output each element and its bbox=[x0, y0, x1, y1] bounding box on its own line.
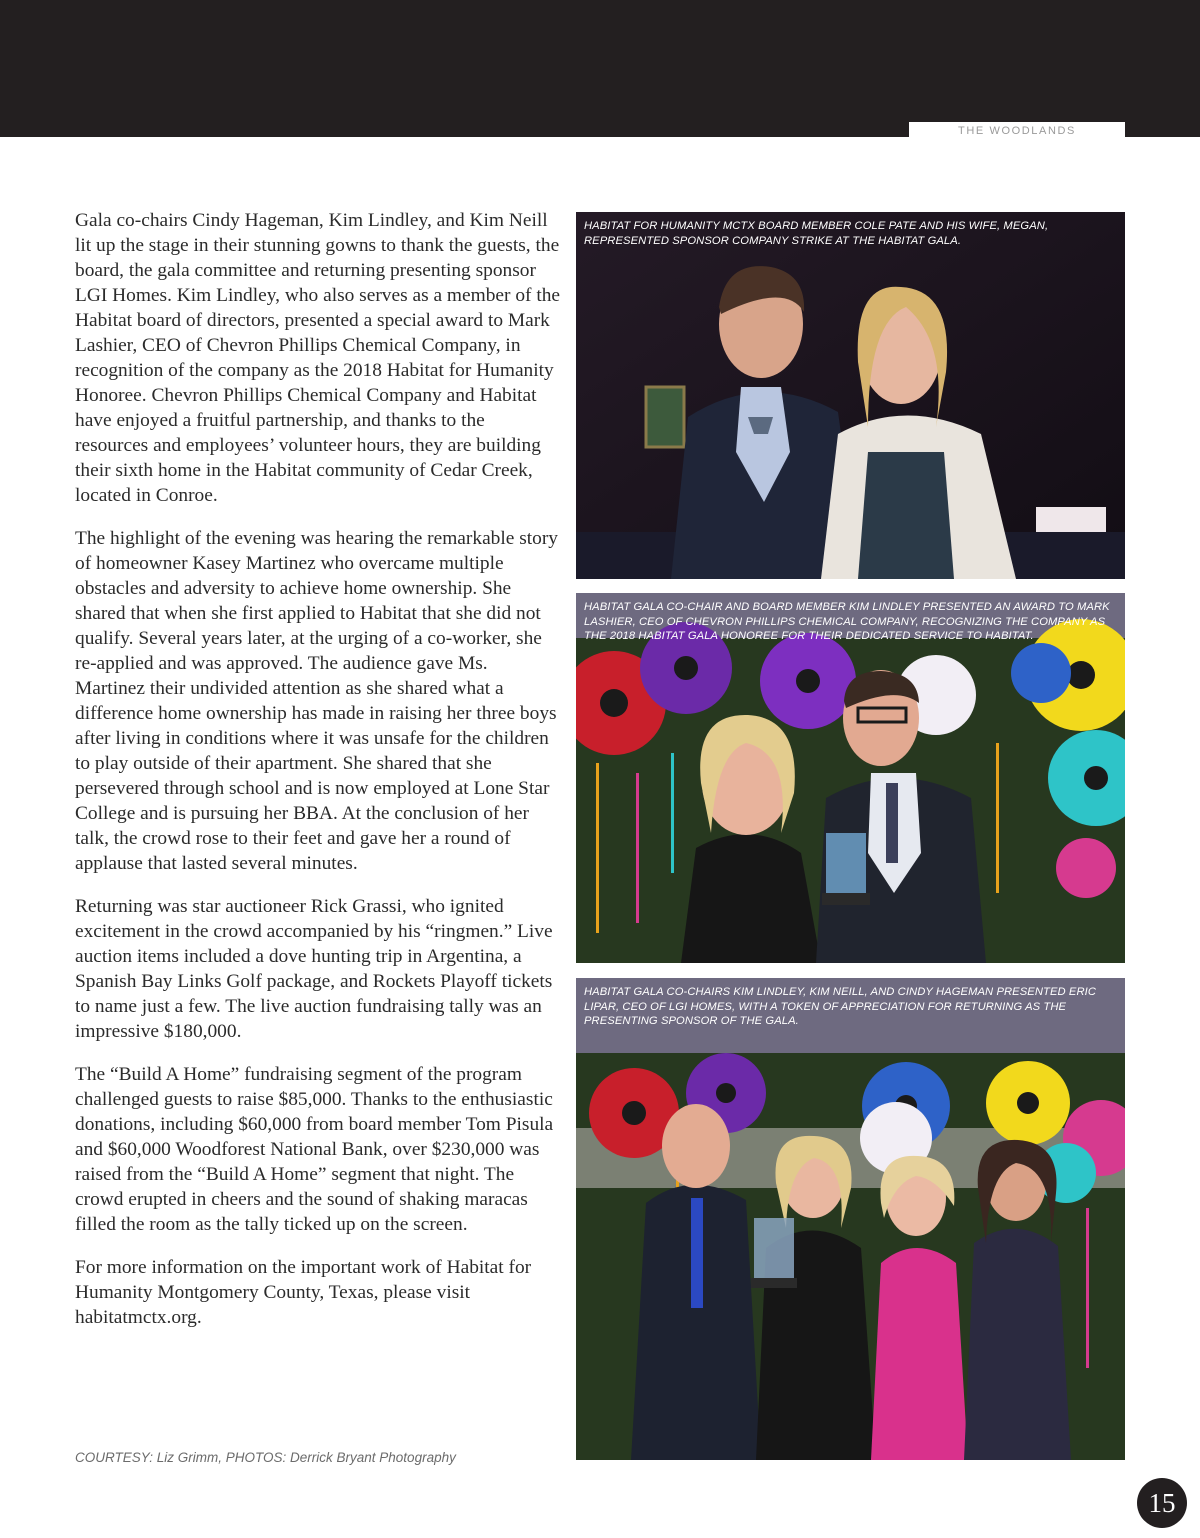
article-paragraph: For more information on the important work of Habitat for Humanity Montgomery County, Texas, please visit habitatmctx.org. bbox=[75, 1257, 532, 1328]
article-paragraph: The highlight of the evening was hearing the remarkable story of homeowner Kasey Martinez who overcame multiple obstacles and adversity to achieve home ownership. She shared that when she first applied to Habitat that she did not qualify. Several years later, at the urging of a co-worker, she re-applied and was approved. The audience gave Ms. Martinez their undivided attention as she shared what a difference home ownership has made in raising her three boys after living in conditions where it was unsafe for the children to play outside of their apartment. She shared that she persevered through school and is now employed at Lone Star College and is pursuing her BBA. At the conclusion of her talk, the crowd rose to their feet and gave her a round of applause that lasted several minutes. bbox=[75, 528, 558, 874]
article-paragraph: Gala co-chairs Cindy Hageman, Kim Lindley, and Kim Neill lit up the stage in their stunning gowns to thank the guests, the board, the gala committee and returning presenting sponsor LGI Homes. Kim Lindley, who also serves as a member of the Habitat board of directors, presented a special award to Mark Lashier, CEO of Chevron Phillips Chemical Company, in recognition of the company as the 2018 Habitat for Humanity Honoree. Chevron Phillips Chemical Company and Habitat have enjoyed a fruitful partnership, and thanks to the resources and employees’ volunteer hours, they are building their sixth home in the Habitat community of Cedar Creek, located in Conroe. bbox=[75, 210, 561, 506]
photo-group-presentation bbox=[576, 978, 1125, 1460]
article-paragraph: The “Build A Home” fundraising segment of the program challenged guests to raise $85,000. Thanks to the enthusiastic donations, including $60,000 from board member Tom Pisula and $60,000 Woodforest National Bank, over $230,000 was raised from the “Build A Home” segment that night. The crowd erupted in cheers and the sound of shaking maracas filled the room as the tally ticked up on the screen. bbox=[75, 1064, 554, 1235]
photo-caption: HABITAT GALA CO-CHAIRS KIM LINDLEY, KIM NEILL, AND CINDY HAGEMAN PRESENTED ERIC LIPAR, CEO OF LGI HOMES, WITH A TOKEN OF APPRECIATION FOR RETURNING AS THE PRESENTING SPONSOR OF THE GALA. bbox=[584, 986, 1097, 1028]
header-band bbox=[0, 0, 1200, 137]
photo-credit: COURTESY: Liz Grimm, PHOTOS: Derrick Bryant Photography bbox=[75, 1450, 456, 1465]
photo-couple-portrait bbox=[576, 212, 1125, 579]
page-number: 15 bbox=[1137, 1478, 1187, 1528]
article-paragraph: Returning was star auctioneer Rick Grassi, who ignited excitement in the crowd accompanied by his “ringmen.” Live auction items included a dove hunting trip in Argentina, a Spanish Bay Links Golf package, and Rockets Playoff tickets to name just a few. The live auction fundraising tally was an impressive $180,000. bbox=[75, 896, 553, 1042]
photo-award-presentation bbox=[576, 593, 1125, 963]
article-body bbox=[75, 208, 561, 1348]
photo-caption: HABITAT FOR HUMANITY MCTX BOARD MEMBER COLE PATE AND HIS WIFE, MEGAN, REPRESENTED SPONSOR COMPANY STRIKE AT THE HABITAT GALA. bbox=[584, 220, 1049, 247]
photo-caption: HABITAT GALA CO-CHAIR AND BOARD MEMBER KIM LINDLEY PRESENTED AN AWARD TO MARK LASHIER, CEO OF CHEVRON PHILLIPS CHEMICAL COMPANY, RECOGNIZING THE COMPANY AS THE 2018 HABITAT GALA HONOREE FOR THEIR DEDICATED SERVICE TO HABITAT. bbox=[584, 601, 1110, 643]
section-label: THE WOODLANDS bbox=[909, 122, 1125, 140]
